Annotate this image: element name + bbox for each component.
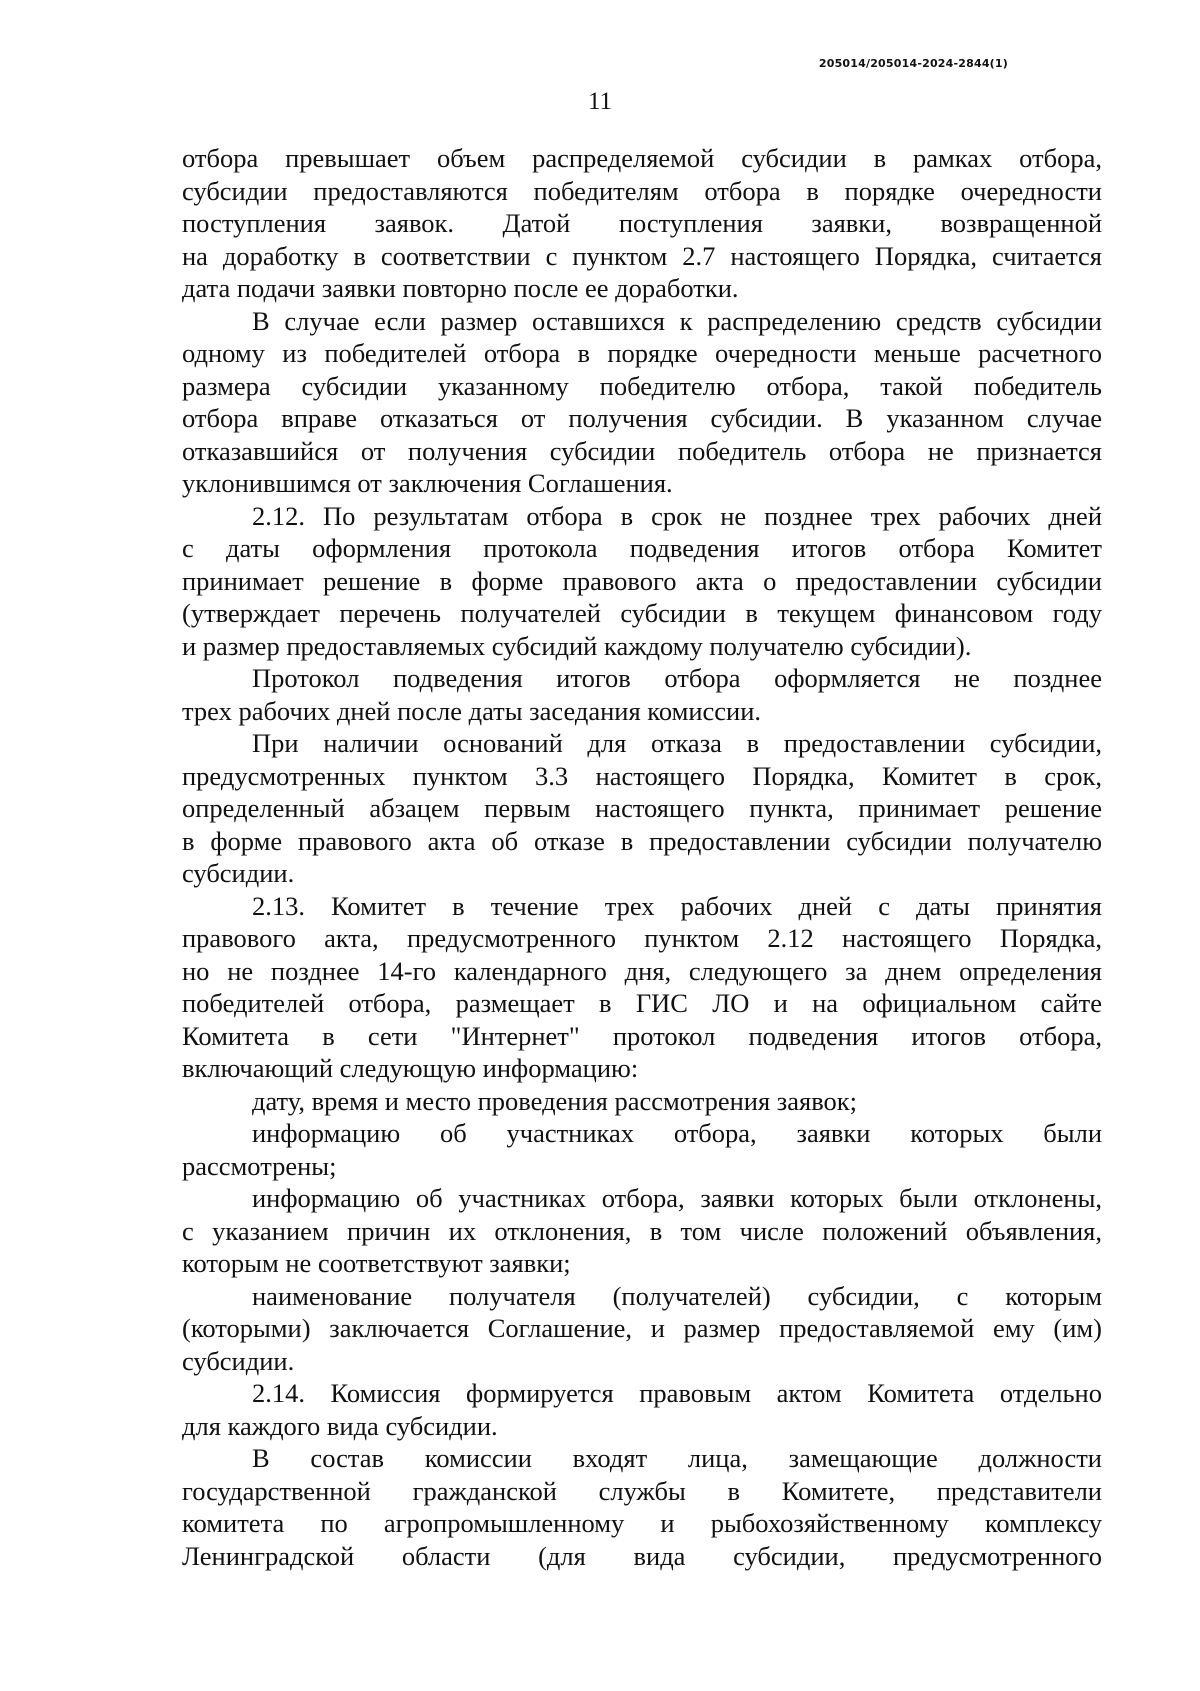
text-line: в форме правового акта об отказе в предоставлении субсидии получателю xyxy=(182,825,1102,856)
text-line: победителей отбора, размещает в ГИС ЛО и на официальном сайте xyxy=(182,988,1102,1018)
text-line: Ленинградской области (для вида субсидии, предусмотренного xyxy=(182,1540,1102,1571)
text-line: 2.13. Комитет в течение трех рабочих дней с даты принятия xyxy=(252,890,1102,921)
paragraph xyxy=(182,727,1102,890)
text-line: для каждого вида субсидии. xyxy=(182,1410,498,1441)
text-line: Протокол подведения итогов отбора оформляется не позднее xyxy=(252,663,1102,693)
text-line: на доработку в соответствии с пунктом 2.7 настоящего Порядка, считается xyxy=(182,240,1102,271)
text-line: но не позднее 14-го календарного дня, следующего за днем определения xyxy=(182,955,1102,986)
text-line: отбора превышает объем распределяемой субсидии в рамках отбора, xyxy=(182,143,1102,173)
paragraph xyxy=(182,662,1102,727)
text-line: (которыми) заключается Соглашение, и размер предоставляемой ему (им) xyxy=(182,1313,1102,1343)
text-line: наименование получателя (получателей) субсидии, с которым xyxy=(252,1280,1102,1311)
text-line: определенный абзацем первым настоящего пункта, принимает решение xyxy=(182,793,1102,823)
text-line: и размер предоставляемых субсидий каждому получателю субсидии). xyxy=(182,630,972,661)
paragraph xyxy=(182,305,1102,500)
text-line: субсидии предоставляются победителям отбора в порядке очередности xyxy=(182,175,1102,206)
text-line: трех рабочих дней после даты заседания комиссии. xyxy=(182,695,762,726)
text-line: уклонившимся от заключения Соглашения. xyxy=(182,468,673,498)
paragraph xyxy=(182,1117,1102,1182)
text-line: отбора вправе отказаться от получения субсидии. В указанном случае xyxy=(182,403,1102,433)
text-line: с даты оформления протокола подведения итогов отбора Комитет xyxy=(182,533,1102,563)
text-line: При наличии оснований для отказа в предоставлении субсидии, xyxy=(252,728,1102,758)
paragraph xyxy=(182,1442,1102,1572)
text-line: принимает решение в форме правового акта о предоставлении субсидии xyxy=(182,565,1102,596)
paragraph xyxy=(182,1280,1102,1378)
text-line: информацию об участниках отбора, заявки которых были отклонены, xyxy=(252,1183,1102,1213)
text-line: поступления заявок. Датой поступления заявки, возвращенной xyxy=(182,208,1102,238)
text-line: (утверждает перечень получателей субсидии в текущем финансовом году xyxy=(182,598,1102,628)
text-line: 2.12. По результатам отбора в срок не позднее трех рабочих дней xyxy=(252,500,1102,531)
text-line: включающий следующую информацию: xyxy=(182,1053,639,1083)
text-line: Комитета в сети "Интернет" протокол подведения итогов отбора, xyxy=(182,1020,1102,1051)
text-line: одному из победителей отбора в порядке очередности меньше расчетного xyxy=(182,338,1102,368)
text-line: государственной гражданской службы в Комитете, представители xyxy=(182,1475,1102,1506)
paragraph xyxy=(182,1182,1102,1280)
text-line: В случае если размер оставшихся к распределению средств субсидии xyxy=(252,305,1102,336)
page-number: 11 xyxy=(587,88,613,115)
text-line: субсидии. xyxy=(182,1345,295,1376)
text-line: которым не соответствуют заявки; xyxy=(182,1248,571,1278)
paragraph xyxy=(182,1377,1102,1442)
paragraph xyxy=(182,1085,1102,1118)
text-line: дата подачи заявки повторно после ее доработки. xyxy=(182,273,739,303)
text-line: рассмотрены; xyxy=(182,1150,337,1181)
paragraph xyxy=(182,142,1102,305)
text-line: предусмотренных пунктом 3.3 настоящего Порядка, Комитет в срок, xyxy=(182,760,1102,791)
text-line: 2.14. Комиссия формируется правовым актом Комитета отдельно xyxy=(252,1378,1102,1408)
paragraph xyxy=(182,500,1102,663)
text-line: с указанием причин их отклонения, в том числе положений объявления, xyxy=(182,1215,1102,1246)
text-line: дату, время и место проведения рассмотрения заявок; xyxy=(252,1085,858,1116)
document-id: 205014/205014-2024-2844(1) xyxy=(818,57,1008,70)
text-line: отказавшийся от получения субсидии победитель отбора не признается xyxy=(182,435,1102,466)
text-line: размера субсидии указанному победителю отбора, такой победитель xyxy=(182,370,1102,401)
text-line: субсидии. xyxy=(182,858,295,888)
text-line: информацию об участниках отбора, заявки которых были xyxy=(252,1118,1102,1148)
paragraph xyxy=(182,890,1102,1085)
text-line: В состав комиссии входят лица, замещающие должности xyxy=(252,1443,1102,1473)
document-body xyxy=(182,142,1102,1572)
text-line: правового акта, предусмотренного пунктом 2.12 настоящего Порядка, xyxy=(182,923,1102,953)
text-line: комитета по агропромышленному и рыбохозяйственному комплексу xyxy=(182,1508,1102,1538)
